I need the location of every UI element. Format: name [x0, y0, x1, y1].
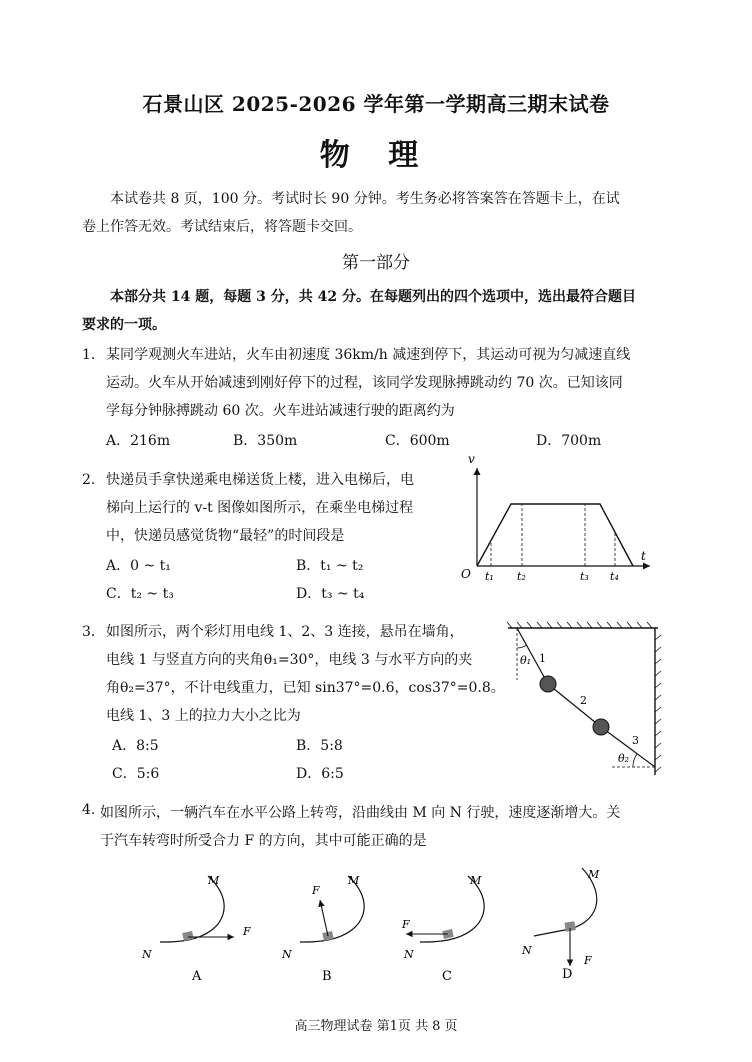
label-m-a: M [208, 874, 220, 887]
figure-c [401, 874, 484, 984]
label-f-d: F [584, 954, 592, 967]
q4-number: 4. [82, 802, 96, 818]
lantern-2 [593, 719, 609, 735]
tick-t4: t₄ [610, 570, 619, 583]
section-desc-line-1: 本部分共 14 题，每题 3 分，共 42 分。在每题列出的四个选项中，选出最符合题目 [110, 289, 636, 305]
wire-2 [548, 684, 601, 727]
v-axis-label: v [468, 452, 475, 466]
tick-t1: t₁ [485, 570, 494, 583]
tick-t2: t₂ [517, 570, 526, 583]
figure-b [281, 874, 364, 984]
theta1-label: θ₁ [520, 654, 532, 667]
wire-3-label: 3 [632, 734, 639, 747]
q2-number: 2． [82, 472, 105, 488]
q2-option-b: B．t₁ ~ t₂ [296, 558, 364, 574]
label-f-b: F [312, 884, 320, 897]
vt-graph [455, 450, 660, 590]
figure-letter-b: B [322, 969, 332, 984]
theta2-label: θ₂ [618, 752, 630, 765]
label-f-c: F [402, 918, 410, 931]
label-m-d: M [588, 868, 600, 881]
instructions-line-1: 本试卷共 8 页，100 分。考试时长 90 分钟。考生务必将答案答在答题卡上，在试 [110, 191, 620, 207]
label-n-b: N [282, 948, 292, 961]
q1-option-b: B．350m [233, 433, 298, 449]
q2-line-1: 快递员手拿快递乘电梯送货上楼，进入电梯后，电 [106, 472, 414, 488]
page-footer: 高三物理试卷 第1页 共 8 页 [294, 1019, 458, 1034]
figure-letter-c: C [442, 969, 452, 984]
label-n-c: N [404, 948, 414, 961]
label-n-a: N [142, 948, 152, 961]
vt-curve [477, 504, 633, 566]
q1-number: 1． [82, 347, 105, 363]
q4-line-2: 于汽车转弯时所受合力 F 的方向，其中可能正确的是 [100, 833, 427, 849]
label-n-d: N [522, 944, 532, 957]
q3-option-b: B．5:8 [296, 738, 343, 754]
exam-title: 石景山区 2025-2026 学年第一学期高三期末试卷 [142, 92, 610, 116]
q3-line-3: 角θ₂=37°，不计电线重力，已知 sin37°=0.6，cos37°=0.8。 [106, 680, 505, 696]
instructions-line-2: 卷上作答无效。考试结束后，将答题卡交回。 [82, 219, 362, 235]
figure-letter-a: A [192, 969, 202, 984]
label-f-a: F [243, 925, 251, 938]
force-arrow-b [320, 900, 328, 936]
q3-option-c: C．5:6 [112, 766, 160, 782]
t-axis-label: t [641, 549, 646, 563]
figure-d [521, 868, 600, 982]
wire-1-label: 1 [539, 652, 546, 665]
q4-line-1: 如图所示，一辆汽车在水平公路上转弯，沿曲线由 M 向 N 行驶，速度逐渐增大。关 [100, 805, 621, 821]
label-m-c: M [470, 874, 482, 887]
q2-option-d: D．t₃ ~ t₄ [296, 586, 365, 602]
q3-line-1: 如图所示，两个彩灯用电线 1、2、3 连接，悬吊在墙角， [106, 624, 464, 640]
section-title: 第一部分 [342, 253, 410, 273]
q3-line-2: 电线 1 与竖直方向的夹角θ₁=30°，电线 3 与水平方向的夹 [106, 652, 473, 668]
wire-2-label: 2 [580, 694, 587, 707]
label-m-b: M [348, 874, 360, 887]
q3-line-4: 电线 1、3 上的拉力大小之比为 [106, 708, 301, 724]
q2-line-3: 中，快递员感觉货物“最轻”的时间段是 [106, 528, 345, 544]
q1-line-1: 某同学观测火车进站，火车由初速度 36km/h 减速到停下，其运动可视为匀减速直线 [106, 347, 631, 363]
lantern-1 [540, 676, 556, 692]
figure-a [141, 874, 251, 984]
q2-option-c: C．t₂ ~ t₃ [106, 586, 174, 602]
subject-title: 物 理 [319, 138, 433, 173]
tick-t3: t₃ [580, 570, 589, 583]
q1-line-3: 学每分钟脉搏跳动 60 次。火车进站减速行驶的距离约为 [106, 403, 455, 419]
q1-option-c: C．600m [385, 433, 450, 449]
q3-option-d: D．6:5 [296, 766, 344, 782]
q3-option-a: A．8:5 [112, 738, 159, 754]
lantern-figure [500, 620, 675, 785]
q2-line-2: 梯向上运行的 v-t 图像如图所示，在乘坐电梯过程 [106, 500, 414, 516]
q1-option-d: D．700m [536, 433, 602, 449]
q2-option-a: A．0 ~ t₁ [106, 558, 171, 574]
origin-label: O [461, 567, 471, 581]
q4-figures [130, 862, 630, 992]
q3-number: 3． [82, 624, 105, 640]
q1-line-2: 运动。火车从开始减速到刚好停下的过程，该同学发现脉搏跳动约 70 次。已知该同 [106, 375, 623, 391]
figure-letter-d: D [562, 967, 573, 982]
section-desc-line-2: 要求的一项。 [82, 317, 166, 333]
q1-option-a: A．216m [106, 433, 171, 449]
